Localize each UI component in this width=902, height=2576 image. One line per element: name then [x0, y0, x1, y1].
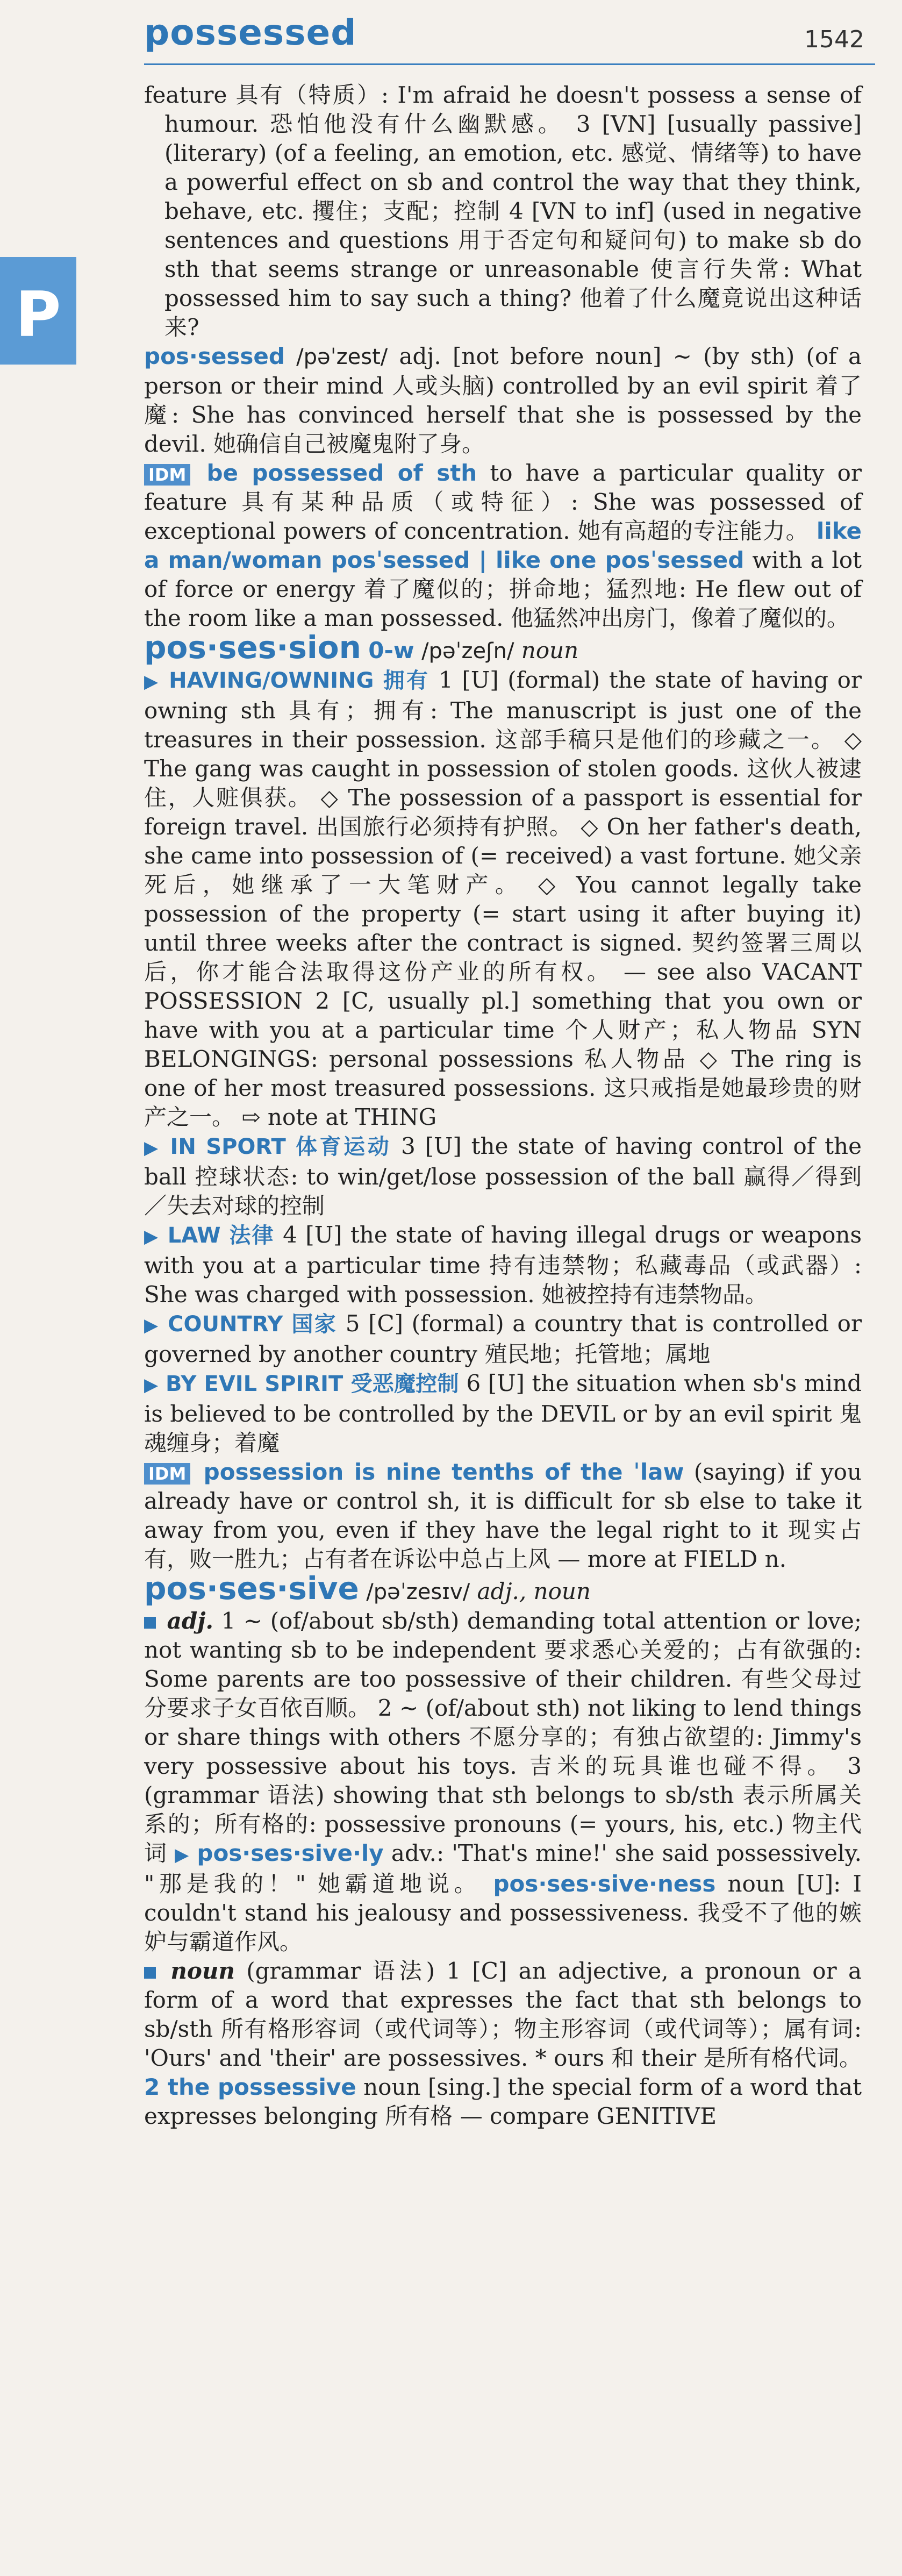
- sense-heading: BY EVIL SPIRIT 受恶魔控制: [166, 1372, 459, 1396]
- continued-entry: feature 具有（特质）: I'm afraid he doesn't possess a sense of humour. 恐怕他没有什么幽默感。 3 [VN] [usually passive] (literary) (of a feeling, an emotion, etc. 感觉、情绪等) to have a powerful effect on sb and control the way that they think, behave, etc. 攫住；支配；控制 4 [VN to inf] (used in negative sentences and questions 用于否定句和疑问句) to make sb do sth that seems strange or unreasonable 使言行失常: What possessed him to say such a thing? 他着了什么魔竟说出这种话来?: [144, 82, 862, 340]
- thumb-letter: P: [15, 279, 61, 351]
- arrow-icon: ▶: [175, 1844, 190, 1866]
- idiom-definition: with a lot of force or energy 着了魔似的；拼命地；猛烈地: He flew out of the room like a man possessed. 他猛然冲出房门，像着了魔似的。: [144, 547, 862, 631]
- derivative-headword: pos·ses·sive·ly: [197, 1840, 384, 1866]
- arrow-icon: ▶: [144, 1315, 160, 1336]
- idiom-definition: (saying) if you already have or control sh, it is difficult for sb else to take it away from you, even if they have the legal right to it 现实占有，败一胜九；占有者在诉讼中总占上风 — more at FIELD n.: [144, 1459, 862, 1572]
- idiom-block: [144, 459, 862, 633]
- headword: pos·sessed: [144, 343, 285, 369]
- guide-word: possessed: [144, 12, 357, 53]
- pos-block-noun: [144, 1957, 862, 2131]
- page-header: [0, 0, 902, 81]
- sense-block: [144, 1369, 862, 1458]
- derivative-text: noun [U]: I couldn't stand his jealousy and possessiveness. 我受不了他的嫉妒与霸道作风。: [144, 1871, 862, 1955]
- thumb-index-tab: [0, 257, 76, 365]
- sense-text: 4 [U] the state of having illegal drugs or weapons with you at a particular time 持有违禁物；私藏毒品（或武器）: She was charged with possession. 她被控持有违禁物品。: [144, 1222, 862, 1308]
- sense-text: 1 [U] (formal) the state of having or owning sth 具有；拥有: The manuscript is just one of the treasures in their possession. 这部手稿只是他们的珍藏之一。 ◇ The gang was caught in possession of stolen goods. 这伙人被逮住，人赃俱获。 ◇ The possession of a passport is essential for foreign travel. 出国旅行必须持有护照。 ◇ On her father's death, she came into possession of (= received) a vast fortune. 她父亲死后，她继承了一大笔财产。 ◇ You cannot legally take possession of the property (= start using it after buying it) until three weeks after the contract is signed. 契约签署三周以后，你才能合法取得这份产业的所有权。 — see also VACANT POSSESSION 2 [C, usually pl.] something that you own or have with you at a particular time 个人财产；私人物品 SYN BELONGINGS: personal possessions 私人物品 ◇ The ring is one of her most treasured possessions. 这只戒指是她最珍贵的财产之一。 ⇨ note at THING: [144, 667, 862, 1130]
- arrow-icon: ▶: [144, 1374, 159, 1396]
- dictionary-column: [144, 81, 862, 2131]
- idiom-phrase: possession is nine tenths of the ˈlaw: [203, 1459, 684, 1485]
- sense-text: (grammar 语法) 1 [C] an adjective, a pronoun or a form of a word that expresses the fact that sth belongs to sb/sth 所有格形容词（或代词等）；物主形容词（或代词等）；属有词: 'Ours' and 'their' are possessives. * ours 和 their 是所有格代词。: [144, 1958, 862, 2071]
- idiom-definition: to have a particular quality or feature 具有某种品质（或特征）: She was possessed of exceptional powers of concentration. 她有高超的专注能力。: [144, 460, 862, 544]
- part-of-speech: adj., noun: [477, 1578, 591, 1604]
- arrow-icon: ▶: [144, 1226, 160, 1247]
- arrow-icon: ▶: [144, 1137, 161, 1159]
- headword: pos·ses·sive: [144, 1570, 359, 1607]
- square-bullet-icon: [144, 1617, 156, 1629]
- entry-possessive: [144, 1570, 862, 1607]
- idiom-phrase: be possessed of sth: [206, 460, 477, 486]
- sense-text: 1 ~ (of/about sb/sth) demanding total attention or love; not wanting sb to be independent 要求悉心关爱的；占有欲强的: Some parents are too possessive of their children. 有些父母过分要求子女百依百顺。 2 ~ (of/about sth) not liking to lend things or share things with others 不愿分享的；有独占欲望的: Jimmy's very possessive about his toys. 吉米的玩具谁也碰不得。 3 (grammar 语法) showing that sth belongs to sb/sth 表示所属关系的；所有格的: possessive pronouns (= yours, his, etc.) 物主代词: [144, 1608, 862, 1866]
- header-rule: [144, 63, 875, 65]
- sense-heading: HAVING/OWNING 拥有: [169, 668, 430, 693]
- headword: pos·ses·sion: [144, 629, 361, 666]
- pronunciation: /pəˈzesɪv/: [366, 1580, 470, 1604]
- entry-possession: [144, 629, 862, 666]
- sense-text: 6 [U] the situation when sb's mind is believed to be controlled by the DEVIL or by an evil spirit 鬼魂缠身；着魔: [144, 1370, 862, 1456]
- sense-text: 3 [U] the state of having control of the ball 控球状态: to win/get/lose possession of the ball 赢得／得到／失去对球的控制: [144, 1133, 862, 1219]
- page-number: 1542: [804, 26, 864, 53]
- arrow-icon: ▶: [144, 671, 160, 693]
- pos-block-adj: [144, 1607, 862, 1957]
- sense-heading: IN SPORT 体育运动: [170, 1134, 392, 1159]
- derivative-text: adv.: 'That's mine!' she said possessively. "那是我的！" 她霸道地说。: [144, 1840, 862, 1897]
- sense-text: noun [sing.] the special form of a word that expresses belonging 所有格 — compare GENITIVE: [144, 2074, 862, 2129]
- definition: adj. [not before noun] ~ (by sth) (of a person or their mind 人或头脑) controlled by an evil spirit 着了魔: She has convinced herself that she is possessed by the devil. 她确信自己被魔鬼附了身。: [144, 343, 862, 457]
- idm-badge: IDM: [144, 1463, 190, 1485]
- sense-block: [144, 1132, 862, 1221]
- pos-label: adj.: [167, 1608, 214, 1634]
- sense-phrase: 2 the possessive: [144, 2074, 356, 2100]
- sense-text: 5 [C] (formal) a country that is controlled or governed by another country 殖民地；托管地；属地: [144, 1310, 862, 1367]
- idiom-block: [144, 1458, 862, 1574]
- square-bullet-icon: [144, 1967, 156, 1979]
- derivative-headword: pos·ses·sive·ness: [493, 1871, 716, 1897]
- idm-badge: IDM: [144, 464, 190, 486]
- sense-block: [144, 666, 862, 1132]
- key-word-icon: 0-w: [368, 637, 414, 663]
- idiom-phrase: like a man/woman posˈsessed | like one posˈsessed: [144, 518, 862, 573]
- sense-heading: COUNTRY 国家: [168, 1312, 338, 1337]
- sense-block: [144, 1309, 862, 1369]
- pronunciation: /pəˈzeʃn/: [421, 639, 514, 663]
- sense-block: [144, 1221, 862, 1309]
- sense-heading: LAW 法律: [167, 1223, 275, 1248]
- entry-possessed: [144, 342, 862, 459]
- pronunciation: /pəˈzest/: [296, 345, 388, 369]
- pos-label: noun: [170, 1958, 235, 1984]
- part-of-speech: noun: [521, 637, 579, 663]
